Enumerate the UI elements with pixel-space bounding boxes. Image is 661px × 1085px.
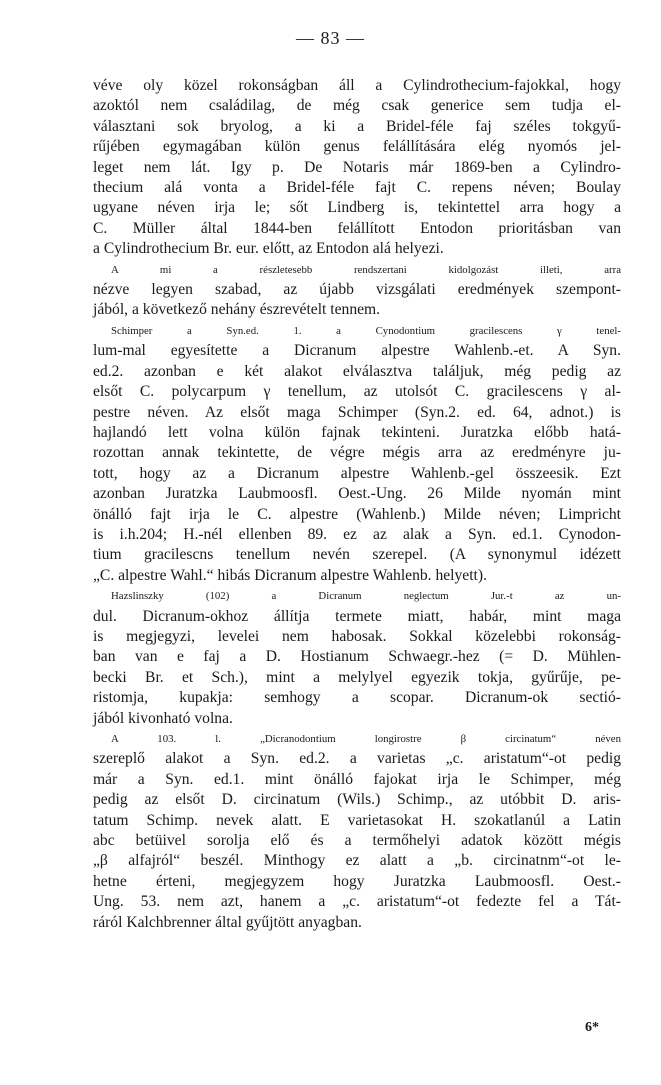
text-line: tium gracilescns tenellum nevén szerepel. (A synonymul idézett (93, 546, 621, 564)
text-line: jából kivonható volna. (93, 709, 233, 727)
text-line: a Cylindrothecium Br. eur. előtt, az Entodon alá helyezi. (93, 240, 444, 258)
text-line: szereplő alakot a Syn. ed.2. a varietas „c. aristatum“-ot pedig (93, 750, 621, 768)
text-line: becki Br. et Sch.), mint a melylyel egyezik tokja, gyűrűje, pe- (93, 668, 621, 686)
text-line: pestre néven. Az elsőt maga Schimper (Syn.2. ed. 64, adnot.) is (93, 403, 621, 421)
text-line: rűjében egymagában külön genus felállítására elég nyomós jel- (93, 138, 621, 156)
text-line: ed.2. azonban e két alakot elválasztva találjuk, még pedig az (93, 362, 621, 380)
text-line: C. Müller által 1844-ben felállított Entodon prioritásban van (93, 219, 621, 237)
text-line: ban van e faj a D. Hostianum Schwaegr.-hez (= D. Mühlen- (93, 648, 621, 666)
text-line: lum-mal egyesítette a Dicranum alpestre Wahlenb.-et. A Syn. (93, 342, 621, 360)
text-line: A 103. l. „Dicranodontium longirostre β circinatum“ néven (111, 733, 621, 745)
text-line: rozottan annak tekintette, de végre mégis arra az eredményre ju- (93, 444, 621, 462)
text-line: dul. Dicranum-okhoz állítja termete miatt, habár, mint maga (93, 607, 621, 625)
text-line: már a Syn. ed.1. mint önálló fajokat irja le Schimper, még (93, 770, 621, 788)
text-line: A mi a részletesebb rendszertani kidolgozást illeti, arra (111, 263, 621, 276)
text-line: Hazslinszky (102) a Dicranum neglectum Jur.-t az un- (111, 590, 621, 603)
text-line: azoktól nem családilag, de még csak generice sem tudja el- (93, 97, 621, 115)
text-line: „C. alpestre Wahl.“ hibás Dicranum alpestre Wahlenb. helyett). (93, 566, 487, 584)
text-line: abc betüivel sorolja elő és a termőhelyi adatok között mégis (93, 832, 621, 850)
text-line: nézve legyen szabad, az újabb vizsgálati eredmények szempont- (93, 281, 621, 299)
text-line: ugyane néven irja le; sőt Lindberg is, tekintettel arra hogy a (93, 199, 621, 217)
text-line: thecium alá vonta a Bridel-féle fajt C. repens néven; Boulay (93, 179, 621, 197)
text-line: ráról Kalchbrenner által gyűjtött anyagban. (93, 913, 362, 931)
page-number: — 83 — (296, 28, 365, 48)
text-line: hajlandó lett volna külön fajnak tekinteni. Juratzka előbb hatá- (93, 423, 621, 441)
text-line: pedig az elsőt D. circinatum (Wils.) Schimp., az utóbbit D. aris- (93, 791, 621, 809)
text-line: tatum Schimp. nevek alatt. E varietasokat H. szokatlanúl a Latin (93, 811, 621, 829)
text-line: ristomja, kupakja: semhogy a scopar. Dicranum-ok sectió- (93, 689, 621, 707)
text-line: azonban Juratzka Laubmoosfl. Oest.-Ung. 26 Milde nyomán mint (93, 485, 621, 503)
text-line: hetne érteni, megjegyzem hogy Juratzka Laubmoosfl. Oest.- (93, 872, 621, 890)
text-line: jából, a következő nehány észrevételt tennem. (93, 301, 381, 319)
signature-mark: 6* (585, 1020, 599, 1035)
text-line: Ung. 53. nem azt, hanem a „c. aristatum“-ot fedezte fel a Tát- (93, 893, 621, 911)
text-line: is megjegyzi, levelei nem habosak. Sokkal közelebbi rokonság- (93, 627, 621, 645)
text-line: tott, hogy az a Dicranum alpestre Wahlenb.-gel összeesik. Ezt (93, 464, 621, 482)
text-line: Schimper a Syn.ed. 1. a Cynodontium gracilescens γ tenel- (111, 324, 621, 337)
body-text (93, 76, 621, 933)
text-line: leget nem lát. Igy p. De Notaris már 1869-ben a Cylindro- (93, 158, 621, 176)
text-line: elsőt C. polycarpum γ tenellum, az utolsót C. gracilescens γ al- (93, 383, 621, 401)
text-line: véve oly közel rokonságban áll a Cylindrothecium-fajokkal, hogy (93, 77, 621, 94)
text-line: „β alfajról“ beszél. Minthogy ez alatt a „b. circinatnm“-ot le- (93, 852, 621, 870)
text-line: is i.h.204; H.-nél ellenben 89. ez az alak a Syn. ed.1. Cynodon- (93, 525, 621, 543)
text-line: választani sok bryolog, a ki a Bridel-féle faj széles tokgyű- (93, 117, 621, 135)
text-line: önálló fajt irja le C. alpestre (Wahlenb.) Milde néven; Limpricht (93, 505, 621, 523)
